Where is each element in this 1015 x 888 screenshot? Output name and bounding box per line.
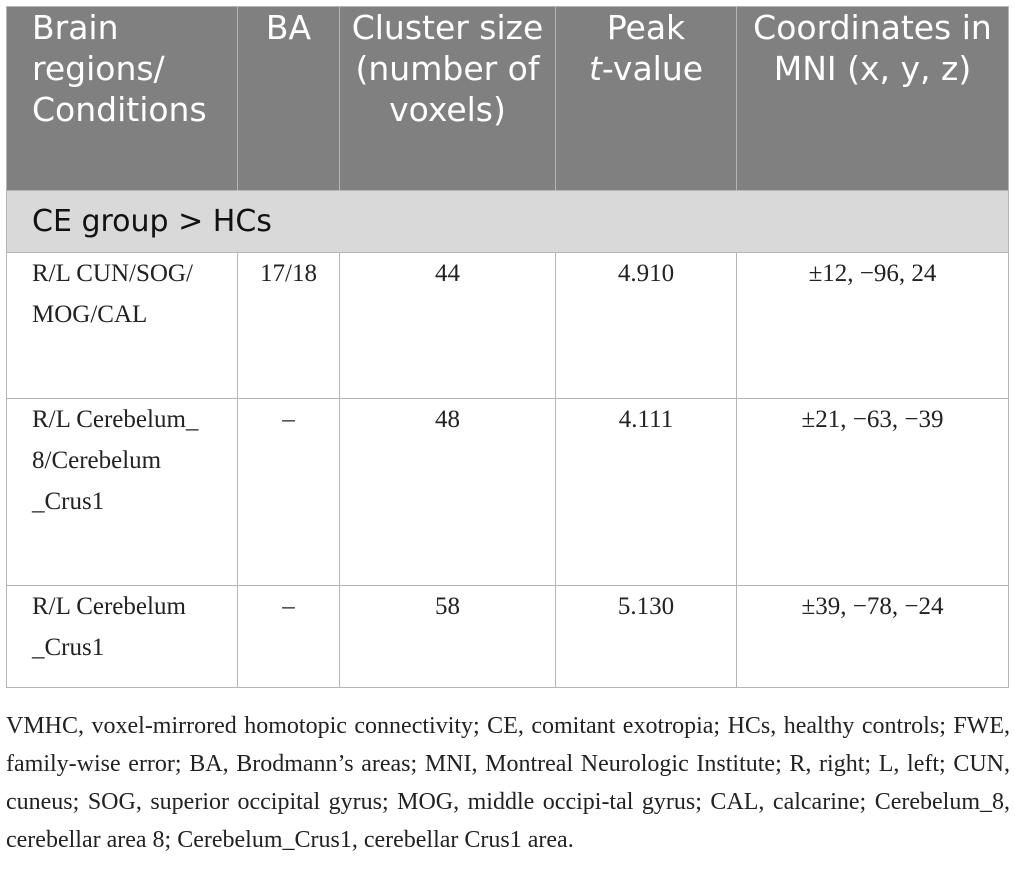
cell-region: R/L Cerebelum _Crus1: [7, 586, 238, 688]
peak-header-line1: Peak: [606, 8, 686, 47]
cell-coordinates: ±21, −63, −39: [737, 399, 1009, 586]
results-table: [6, 6, 1009, 688]
table-footnote: VMHC, voxel-mirrored homotopic connectivity; CE, comitant exotropia; HCs, healthy controls; FWE, family-wise error; BA, Brodmann’s areas; MNI, Montreal Neurologic Institute; R, right; L, left; CUN, cuneus; SOG, superior occipital gyrus; MOG, middle occipi-tal gyrus; CAL, calcarine; Cerebelum_8, cerebellar area 8; Cerebelum_Crus1, cerebellar Crus1 area.: [6, 713, 1010, 853]
cell-cluster-size: 48: [340, 399, 556, 586]
header-cluster-size: Cluster size (number of voxels): [340, 7, 556, 191]
table-row: [7, 253, 1009, 399]
cell-ba: 17/18: [238, 253, 340, 399]
group-row: [7, 191, 1009, 253]
peak-header-italic-t: t: [588, 49, 602, 88]
header-brain-regions: Brain regions/ Conditions: [7, 7, 238, 191]
cell-ba: –: [238, 399, 340, 586]
peak-header-rest: -value: [601, 49, 704, 88]
cell-peak-t: 4.111: [556, 399, 737, 586]
table-row: [7, 399, 1009, 586]
header-row: [7, 7, 1009, 191]
cell-coordinates: ±12, −96, 24: [737, 253, 1009, 399]
header-ba: BA: [238, 7, 340, 191]
group-label: CE group > HCs: [7, 191, 1009, 253]
cell-ba: –: [238, 586, 340, 688]
cell-peak-t: 5.130: [556, 586, 737, 688]
cell-region: R/L CUN/SOG/ MOG/CAL: [7, 253, 238, 399]
table-row: [7, 586, 1009, 688]
header-peak-t-value: [556, 7, 737, 191]
cell-region: R/L Cerebelum_ 8/Cerebelum _Crus1: [7, 399, 238, 586]
header-coordinates: Coordinates in MNI (x, y, z): [737, 7, 1009, 191]
cell-peak-t: 4.910: [556, 253, 737, 399]
cell-cluster-size: 58: [340, 586, 556, 688]
cell-coordinates: ±39, −78, −24: [737, 586, 1009, 688]
cell-cluster-size: 44: [340, 253, 556, 399]
